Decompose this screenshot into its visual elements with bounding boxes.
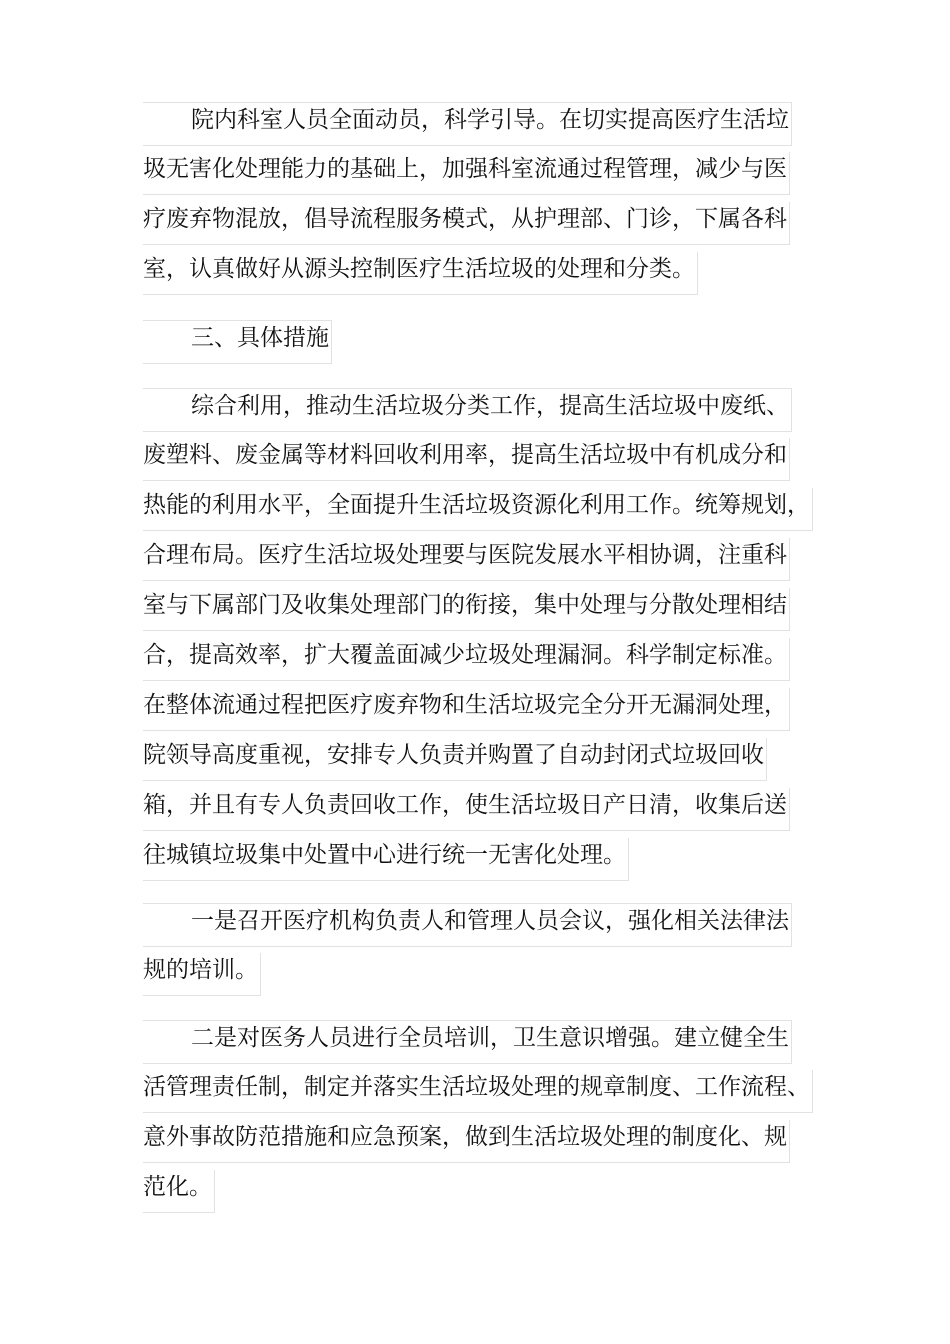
text-line: 综合利用，推动生活垃圾分类工作，提高生活垃圾中废纸、 (143, 388, 813, 438)
text-line: 范化。 (143, 1170, 813, 1220)
text-line: 活管理责任制，制定并落实生活垃圾处理的规章制度、工作流程、 (143, 1070, 813, 1120)
text-line: 室，认真做好从源头控制医疗生活垃圾的处理和分类。 (143, 252, 792, 302)
paragraph-first-point (143, 903, 792, 1003)
text-line: 规的培训。 (143, 953, 792, 1003)
heading-line: 三、具体措施 (143, 320, 332, 370)
text-line: 疗废弃物混放，倡导流程服务模式，从护理部、门诊，下属各科 (143, 202, 792, 252)
text-line: 热能的利用水平，全面提升生活垃圾资源化利用工作。统筹规划， (143, 488, 813, 538)
paragraph-second-point (143, 1020, 813, 1220)
text-line: 意外事故防范措施和应急预案，做到生活垃圾处理的制度化、规 (143, 1120, 813, 1170)
text-line: 二是对医务人员进行全员培训，卫生意识增强。建立健全生 (143, 1020, 813, 1070)
paragraph-comprehensive-use (143, 388, 813, 888)
text-line: 室与下属部门及收集处理部门的衔接，集中处理与分散处理相结 (143, 588, 813, 638)
text-line: 圾无害化处理能力的基础上，加强科室流通过程管理，减少与医 (143, 152, 792, 202)
text-line: 合理布局。医疗生活垃圾处理要与医院发展水平相协调，注重科 (143, 538, 813, 588)
text-line: 合，提高效率，扩大覆盖面减少垃圾处理漏洞。科学制定标准。 (143, 638, 813, 688)
text-line: 箱，并且有专人负责回收工作，使生活垃圾日产日清，收集后送 (143, 788, 813, 838)
text-line: 废塑料、废金属等材料回收利用率，提高生活垃圾中有机成分和 (143, 438, 813, 488)
text-line: 在整体流通过程把医疗废弃物和生活垃圾完全分开无漏洞处理， (143, 688, 813, 738)
text-line: 往城镇垃圾集中处置中心进行统一无害化处理。 (143, 838, 813, 888)
text-line: 院内科室人员全面动员，科学引导。在切实提高医疗生活垃 (143, 102, 792, 152)
section-heading-measures (143, 320, 332, 370)
paragraph-mobilization (143, 102, 792, 302)
text-line: 一是召开医疗机构负责人和管理人员会议，强化相关法律法 (143, 903, 792, 953)
text-line: 院领导高度重视，安排专人负责并购置了自动封闭式垃圾回收 (143, 738, 813, 788)
